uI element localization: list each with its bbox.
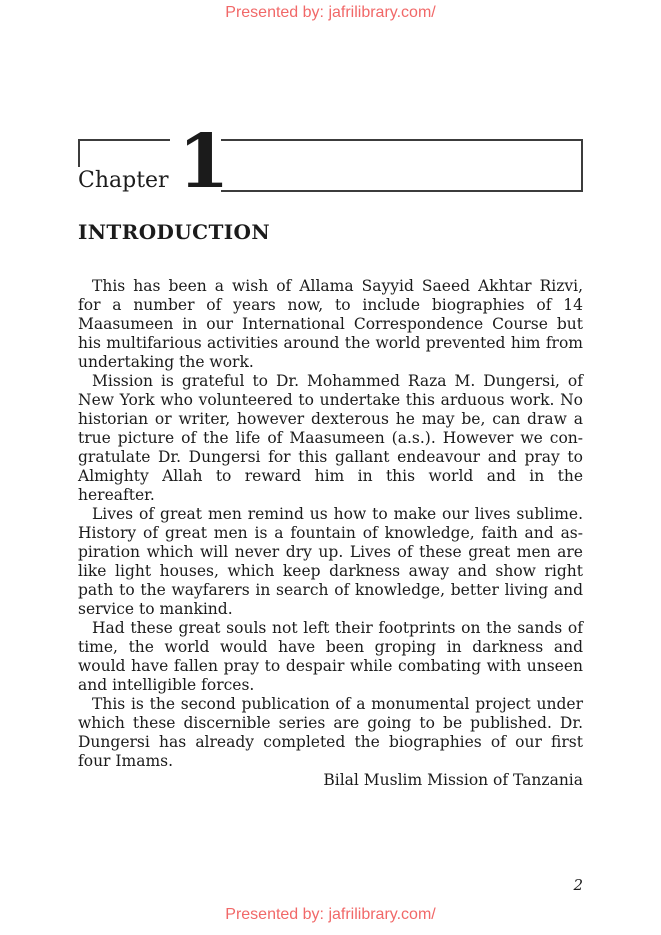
paragraph-line: historian or writer, however dexterous he may be, can draw a bbox=[78, 410, 583, 428]
paragraph-line: and intelligible forces. bbox=[78, 676, 255, 694]
paragraph-line: would have fallen pray to despair while combating with unseen bbox=[78, 657, 583, 675]
chapter-heading bbox=[78, 119, 583, 205]
paragraph-line: his multifarious activities around the world prevented him from bbox=[78, 334, 583, 352]
paragraph-line: Maasumeen in our International Correspondence Course but bbox=[78, 315, 583, 333]
paragraph-line: like light houses, which keep darkness away and show right bbox=[78, 562, 583, 580]
paragraph-line: New York who volunteered to undertake this arduous work. No bbox=[78, 391, 583, 409]
paragraph-line: true picture of the life of Maasumeen (a.s.). However we con- bbox=[78, 429, 583, 447]
paragraph-line: This is the second publication of a monumental project under bbox=[92, 695, 583, 713]
section-title: INTRODUCTION bbox=[78, 220, 271, 244]
body-text bbox=[78, 277, 583, 771]
paragraph-line: which these discernible series are going to be published. Dr. bbox=[78, 714, 583, 732]
paragraph-line: This has been a wish of Allama Sayyid Saeed Akhtar Rizvi, bbox=[92, 277, 583, 295]
paragraph-line: Mission is grateful to Dr. Mohammed Raza M. Dungersi, of bbox=[92, 372, 583, 390]
paragraph bbox=[78, 619, 583, 695]
chapter-left-rule bbox=[78, 139, 170, 167]
body-column bbox=[78, 277, 583, 790]
paragraph-line: service to mankind. bbox=[78, 600, 233, 618]
paragraph-line: piration which will never dry up. Lives of these great men are bbox=[78, 543, 583, 561]
header-watermark: Presented by: jafrilibrary.com/ bbox=[225, 4, 436, 21]
chapter-label: Chapter bbox=[78, 168, 169, 193]
paragraph bbox=[78, 277, 583, 372]
paragraph bbox=[78, 695, 583, 771]
chapter-right-rule-box bbox=[221, 139, 583, 192]
paragraph-line: Had these great souls not left their footprints on the sands of bbox=[92, 619, 583, 637]
paragraph-line: Almighty Allah to reward him in this world and in the bbox=[78, 467, 583, 485]
signature-line: Bilal Muslim Mission of Tanzania bbox=[323, 771, 583, 789]
paragraph-line: four Imams. bbox=[78, 752, 174, 770]
footer-watermark: Presented by: jafrilibrary.com/ bbox=[225, 906, 436, 923]
paragraph-line: path to the wayfarers in search of knowledge, better living and bbox=[78, 581, 583, 599]
paragraph-line: Dungersi has already completed the biographies of our first bbox=[78, 733, 583, 751]
chapter-number: 1 bbox=[178, 119, 230, 205]
paragraph-line: gratulate Dr. Dungersi for this gallant endeavour and pray to bbox=[78, 448, 583, 466]
paragraph-line: undertaking the work. bbox=[78, 353, 254, 371]
paragraph bbox=[78, 505, 583, 619]
paragraph-line: for a number of years now, to include biographies of 14 bbox=[78, 296, 583, 314]
paragraph-line: hereafter. bbox=[78, 486, 155, 504]
paragraph-line: History of great men is a fountain of knowledge, faith and as- bbox=[78, 524, 583, 542]
page-number: 2 bbox=[573, 876, 583, 894]
paragraph-line: Lives of great men remind us how to make our lives sublime. bbox=[92, 505, 583, 523]
paragraph bbox=[78, 372, 583, 505]
paragraph-line: time, the world would have been groping in darkness and bbox=[78, 638, 583, 656]
